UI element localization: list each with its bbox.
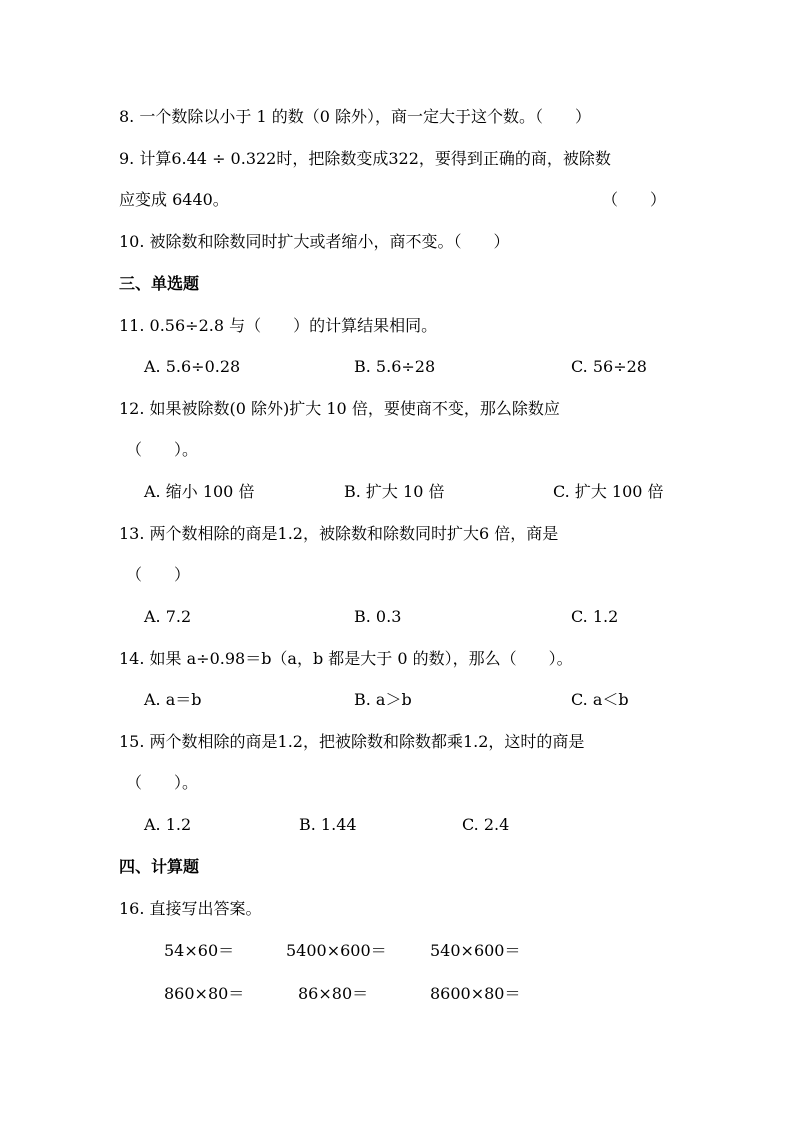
question-15-option-b: B. 1.44 bbox=[299, 815, 357, 834]
question-12-option-c: C. 扩大 100 倍 bbox=[553, 482, 664, 501]
calc-item: 8600×80＝ bbox=[430, 984, 521, 1003]
question-12-option-b: B. 扩大 10 倍 bbox=[344, 482, 445, 501]
question-11-option-b: B. 5.6÷28 bbox=[354, 357, 436, 376]
question-10: 10. 被除数和除数同时扩大或者缩小，商不变。（ ） bbox=[119, 232, 510, 251]
question-15-option-a: A. 1.2 bbox=[144, 815, 192, 834]
section-3-heading: 三、单选题 bbox=[119, 274, 200, 293]
question-9-line-1: 9. 计算6.44 ÷ 0.322时，把除数变成322，要得到正确的商，被除数 bbox=[119, 149, 611, 168]
question-16: 16. 直接写出答案。 bbox=[119, 899, 262, 918]
question-9-line-2: 应变成 6440。 bbox=[119, 190, 229, 209]
question-13-line-1: 13. 两个数相除的商是1.2，被除数和除数同时扩大6 倍，商是 bbox=[119, 524, 559, 543]
question-9-answer-paren: （ ） bbox=[602, 190, 667, 209]
question-14: 14. 如果 a÷0.98＝b（a，b 都是大于 0 的数），那么（ ）。 bbox=[119, 649, 573, 668]
question-12-line-1: 12. 如果被除数(0 除外)扩大 10 倍，要使商不变，那么除数应 bbox=[119, 399, 560, 418]
question-13-line-2: （ ） bbox=[126, 565, 191, 584]
question-11: 11. 0.56÷2.8 与（ ）的计算结果相同。 bbox=[119, 316, 438, 335]
question-11-option-c: C. 56÷28 bbox=[571, 357, 647, 376]
question-13-option-c: C. 1.2 bbox=[571, 607, 619, 626]
question-8: 8. 一个数除以小于 1 的数（0 除外），商一定大于这个数。（ ） bbox=[119, 107, 591, 126]
calc-item: 5400×600＝ bbox=[286, 941, 387, 960]
calc-item: 860×80＝ bbox=[164, 984, 245, 1003]
question-14-option-a: A. a＝b bbox=[144, 690, 202, 709]
question-15-option-c: C. 2.4 bbox=[462, 815, 510, 834]
question-12-line-2: （ ）。 bbox=[126, 440, 199, 459]
question-12-option-a: A. 缩小 100 倍 bbox=[144, 482, 255, 501]
question-15-line-1: 15. 两个数相除的商是1.2，把被除数和除数都乘1.2，这时的商是 bbox=[119, 732, 585, 751]
calc-item: 86×80＝ bbox=[298, 984, 369, 1003]
question-14-option-b: B. a＞b bbox=[354, 690, 412, 709]
question-14-option-c: C. a＜b bbox=[571, 690, 629, 709]
calc-item: 540×600＝ bbox=[430, 941, 521, 960]
section-4-heading: 四、计算题 bbox=[119, 857, 200, 876]
question-13-option-b: B. 0.3 bbox=[354, 607, 402, 626]
question-15-line-2: （ ）。 bbox=[126, 773, 199, 792]
question-11-option-a: A. 5.6÷0.28 bbox=[144, 357, 241, 376]
question-13-option-a: A. 7.2 bbox=[144, 607, 192, 626]
calc-item: 54×60＝ bbox=[164, 941, 235, 960]
